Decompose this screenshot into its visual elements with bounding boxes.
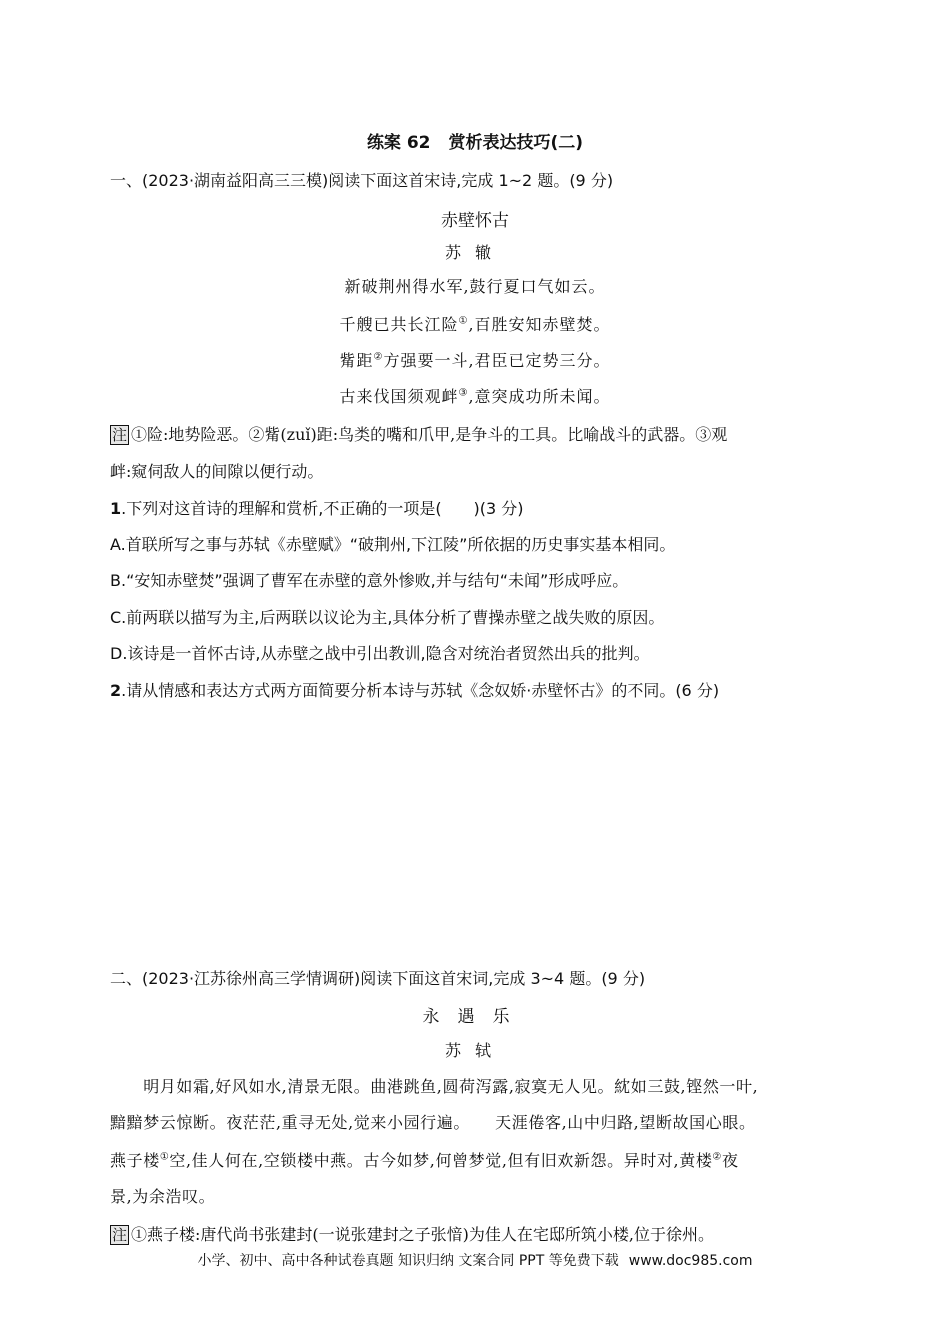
ci-line-3: 燕子楼①空,佳人何在,空锁楼中燕。古今如梦,何曾梦觉,但有旧欢新怨。异时对,黄楼②夜: [110, 1151, 739, 1170]
footnote-ref: ①: [458, 315, 469, 327]
note-marker: 注: [112, 1226, 128, 1244]
footnote-ref: ①: [159, 1151, 170, 1163]
title-text: 赏析表达技巧(二): [448, 133, 584, 153]
note2-line: 注 ①燕子楼:唐代尚书张建封(一说张建封之子张愔)为佳人在宅邸所筑小楼,位于徐州。: [112, 1225, 714, 1244]
footnote-ref: ②: [373, 351, 384, 363]
option-a: A.首联所写之事与苏轼《赤壁赋》“破荆州,下江陵”所依据的历史事实基本相同。: [110, 535, 676, 554]
footer-url: www.doc985.com: [628, 1253, 753, 1269]
title-number: 练案 62: [366, 133, 431, 153]
option-d: D.该诗是一首怀古诗,从赤壁之战中引出教训,隐含对统治者贸然出兵的批判。: [110, 644, 650, 663]
option-c: C.前两联以描写为主,后两联以议论为主,具体分析了曹操赤壁之战失败的原因。: [110, 608, 665, 627]
poem2-author: 苏轼: [444, 1041, 505, 1060]
verse-3: 觜距②方强要一斗,君臣已定势三分。: [339, 351, 611, 370]
section2-heading: 二、(2023·江苏徐州高三学情调研)阅读下面这首宋词,完成 3~4 题。(9 分): [110, 969, 646, 988]
footnote-ref: ③: [458, 387, 469, 399]
question-1: 1.下列对这首诗的理解和赏析,不正确的一项是( )(3 分): [110, 499, 524, 518]
footnote-ref: ②: [712, 1151, 722, 1163]
section1-heading: 一、(2023·湖南益阳高三三模)阅读下面这首宋诗,完成 1~2 题。(9 分): [110, 171, 614, 190]
question-2: 2.请从情感和表达方式两方面简要分析本诗与苏轼《念奴娇·赤壁怀古》的不同。(6 分): [110, 681, 720, 700]
note-marker: 注: [112, 426, 128, 444]
verse-1: 新破荆州得水军,鼓行夏口气如云。: [344, 277, 606, 296]
ci-line-1: 明月如霜,好风如水,清景无限。曲港跳鱼,圆荷泻露,寂寞无人见。紞如三鼓,铿然一叶,: [110, 1077, 759, 1096]
page-title: [0, 128, 950, 153]
ci-line-2: 黯黯梦云惊断。夜茫茫,重寻无处,觉来小园行遍。 天涯倦客,山中归路,望断故国心眼。: [110, 1113, 756, 1132]
poem1-title: 赤壁怀古: [441, 211, 509, 231]
note1-line2: 衅:窥伺敌人的间隙以便行动。: [110, 462, 324, 481]
verse-4: 古来伐国须观衅③,意突成功所未闻。: [339, 387, 611, 406]
verse-2: 千艘已共长江险①,百胜安知赤壁焚。: [339, 315, 611, 334]
option-b: B.“安知赤壁焚”强调了曹军在赤壁的意外惨败,并与结句“未闻”形成呼应。: [110, 571, 629, 590]
ci-line-4: 景,为余浩叹。: [110, 1187, 216, 1206]
footer-text: 小学、初中、高中各种试卷真题 知识归纳 文案合同 PPT 等免费下载: [197, 1253, 619, 1269]
note1-line1: 注 ①险:地势险恶。②觜(zuǐ)距:鸟类的嘴和爪甲,是争斗的工具。比喻战斗的武器。③观: [112, 425, 728, 444]
poem2-title: 永遇乐: [422, 1007, 528, 1027]
page-footer: [0, 1250, 950, 1270]
poem1-author: 苏辙: [444, 243, 505, 262]
